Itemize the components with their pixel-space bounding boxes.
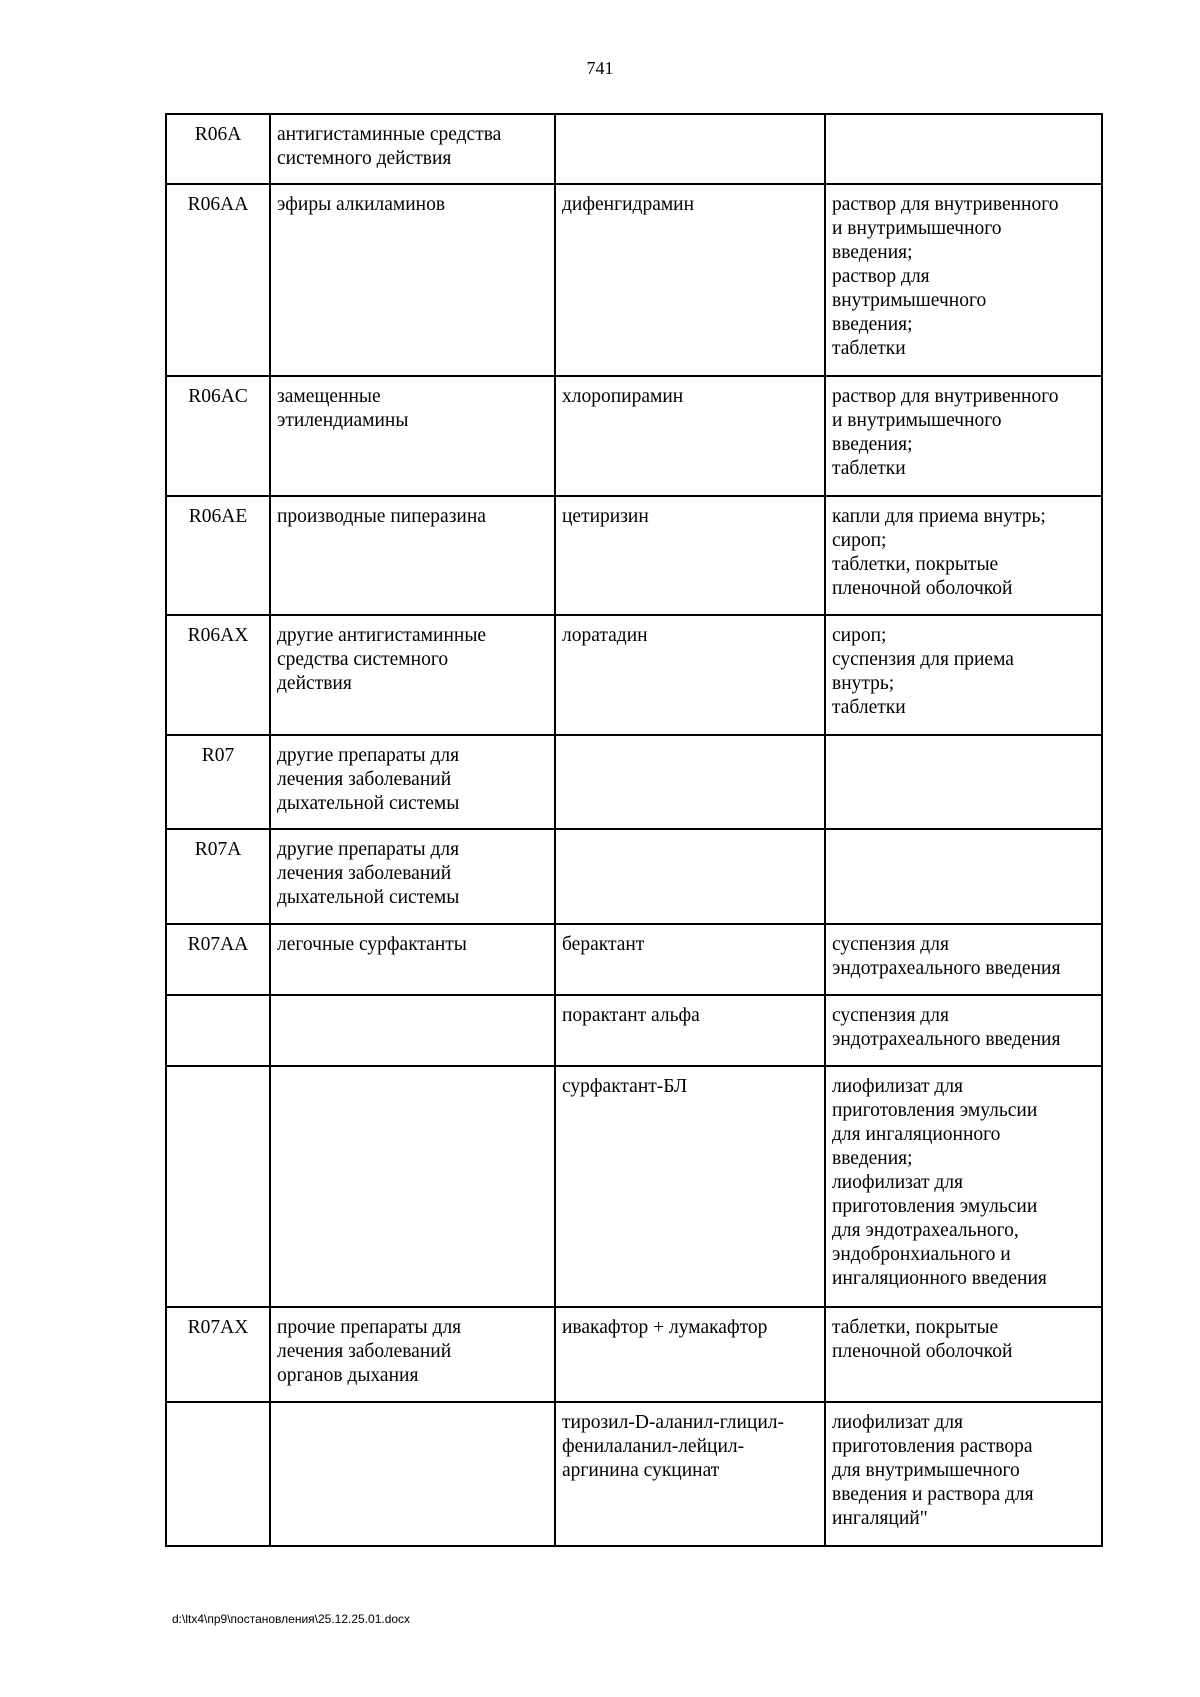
form-cell [825,376,1102,496]
table-row [166,184,1102,376]
table-row [166,1402,1102,1546]
form-cell [825,114,1102,184]
atc-code: R07A [194,839,242,860]
atc-code-cell [166,829,270,924]
drug-cell [555,1402,825,1546]
atc-code: R06AX [187,625,249,646]
page-number: 741 [586,58,614,78]
drug-cell [555,735,825,829]
group-name: другие препараты для лечения заболеваний дыхательной системы [277,745,460,814]
atc-code-cell [166,496,270,615]
atc-code: R06AE [188,506,248,527]
group-cell [270,184,555,376]
form-cell [825,829,1102,924]
table-row [166,829,1102,924]
dosage-form: суспензия для эндотрахеального введения [832,1005,1061,1050]
footer-file-path: d:\ltx4\пр9\постановления\25.12.25.01.docx [172,1612,411,1626]
table-row [166,995,1102,1066]
table-row [166,496,1102,615]
drug-cell [555,496,825,615]
group-cell [270,924,555,995]
form-cell [825,1066,1102,1307]
drug-cell [555,615,825,735]
dosage-form: лиофилизат для приготовления раствора для внутримышечного введения и раствора для ингаляций" [832,1412,1034,1529]
drug-name: сурфактант-БЛ [562,1076,688,1097]
table-row [166,735,1102,829]
form-cell [825,735,1102,829]
dosage-form: сироп; суспензия для приема внутрь; таблетки [832,625,1014,718]
form-cell [825,1402,1102,1546]
group-cell [270,1307,555,1402]
drug-cell [555,1307,825,1402]
form-cell [825,1307,1102,1402]
atc-code-cell [166,735,270,829]
table-row [166,615,1102,735]
dosage-form: раствор для внутривенного и внутримышечного введения; таблетки [832,386,1059,479]
group-name: другие препараты для лечения заболеваний дыхательной системы [277,839,460,908]
atc-code-cell [166,1307,270,1402]
atc-code: R06AC [188,386,248,407]
drug-cell [555,995,825,1066]
group-cell [270,735,555,829]
atc-code-cell [166,995,270,1066]
group-cell [270,1066,555,1307]
table-row [166,924,1102,995]
form-cell [825,184,1102,376]
group-cell [270,829,555,924]
form-cell [825,615,1102,735]
form-cell [825,924,1102,995]
group-name: антигистаминные средства системного действия [277,124,502,169]
drug-cell [555,924,825,995]
form-cell [825,496,1102,615]
dosage-form: раствор для внутривенного и внутримышечного введения; раствор для внутримышечного введения; таблетки [832,194,1059,359]
group-name: производные пиперазина [277,506,486,527]
dosage-form: таблетки, покрытые пленочной оболочкой [832,1317,1013,1362]
group-cell [270,995,555,1066]
group-name: другие антигистаминные средства системного действия [277,625,487,694]
group-name: прочие препараты для лечения заболеваний органов дыхания [277,1317,462,1386]
table-row [166,114,1102,184]
drug-name: цетиризин [562,506,649,527]
dosage-form: суспензия для эндотрахеального введения [832,934,1061,979]
group-name: легочные сурфактанты [277,934,467,955]
drug-cell [555,376,825,496]
atc-code: R07 [201,745,235,766]
atc-code-cell [166,615,270,735]
drug-name: лоратадин [562,625,648,646]
atc-code: R06A [194,124,242,145]
atc-code-cell [166,1402,270,1546]
atc-code-cell [166,184,270,376]
drug-cell [555,829,825,924]
table-row [166,1066,1102,1307]
drug-cell [555,1066,825,1307]
table-row [166,1307,1102,1402]
atc-drug-table [165,113,1103,1547]
atc-code-cell [166,1066,270,1307]
group-cell [270,615,555,735]
atc-code-cell [166,114,270,184]
drug-name: дифенгидрамин [562,194,695,215]
drug-cell [555,114,825,184]
atc-code: R06AA [187,194,249,215]
drug-name: берактант [562,934,645,955]
drug-name: тирозил-D-аланил-глицил- фенилаланил-лейцил- аргинина сукцинат [562,1412,784,1481]
atc-code: R07AX [187,1317,249,1338]
atc-code-cell [166,924,270,995]
group-name: эфиры алкиламинов [277,194,446,215]
group-cell [270,376,555,496]
group-cell [270,1402,555,1546]
table-row [166,376,1102,496]
dosage-form: лиофилизат для приготовления эмульсии для ингаляционного введения; лиофилизат для приготовления эмульсии для эндотрахеального, эндобронхиального и ингаляционного введения [832,1076,1047,1289]
drug-name: ивакафтор + лумакафтор [562,1317,768,1338]
drug-name: хлоропирамин [562,386,684,407]
dosage-form: капли для приема внутрь; сироп; таблетки, покрытые пленочной оболочкой [832,506,1046,599]
drug-cell [555,184,825,376]
form-cell [825,995,1102,1066]
group-cell [270,496,555,615]
group-cell [270,114,555,184]
group-name: замещенные этилендиамины [277,386,409,431]
drug-name: порактант альфа [562,1005,700,1026]
atc-code: R07AA [187,934,249,955]
atc-code-cell [166,376,270,496]
